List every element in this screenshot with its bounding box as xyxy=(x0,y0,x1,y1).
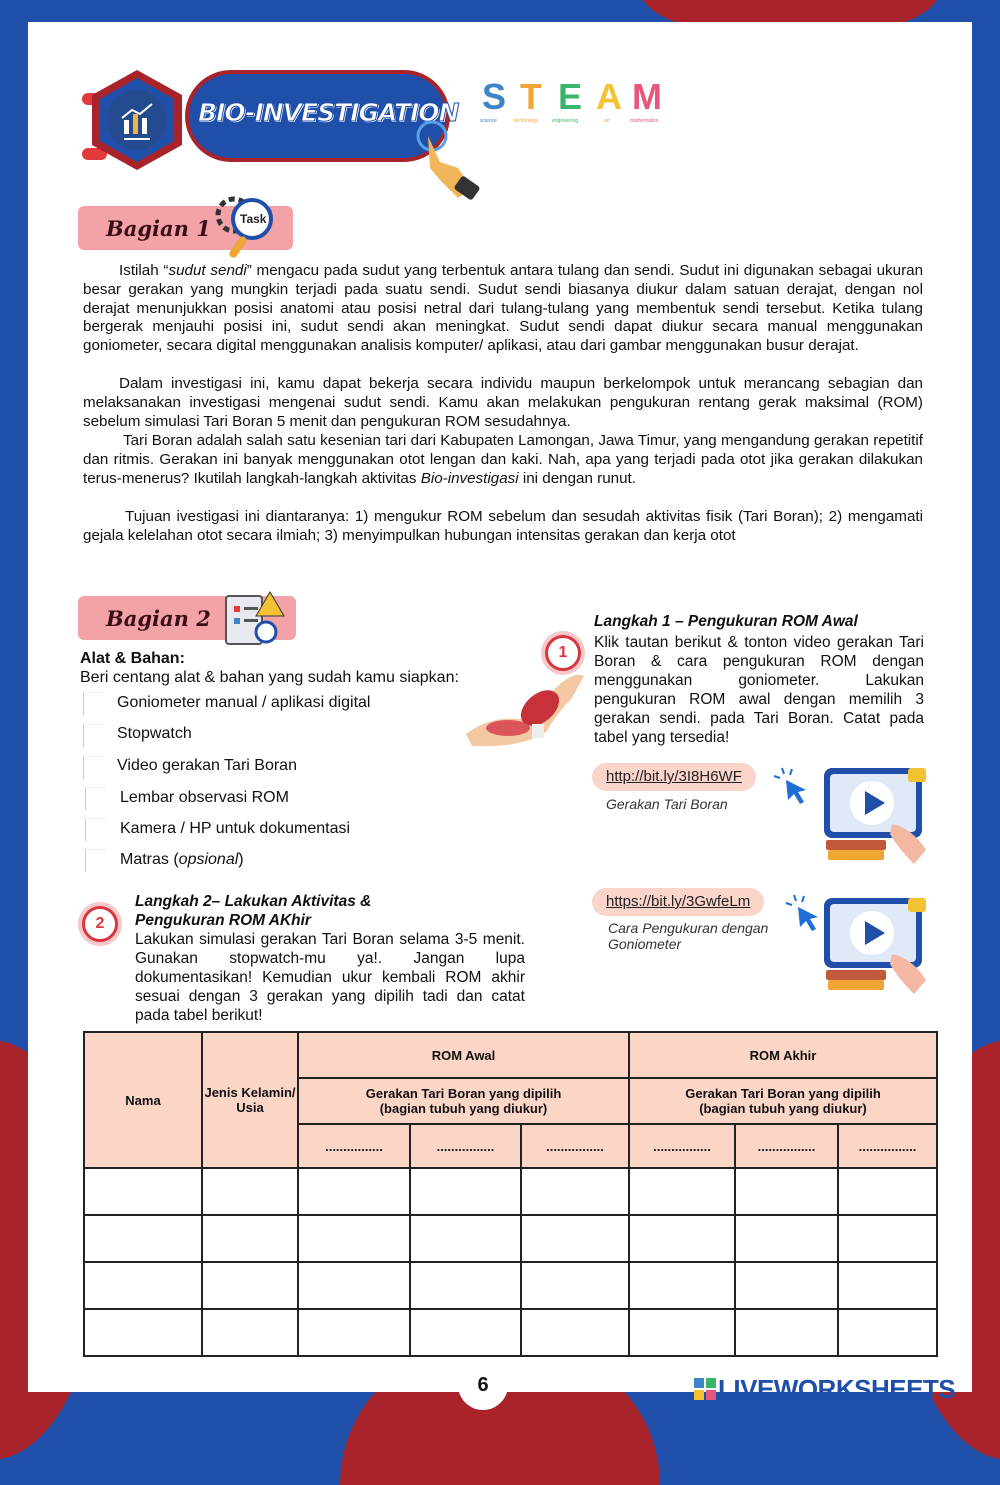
table-cell[interactable] xyxy=(735,1168,838,1215)
video-play-icon-2[interactable] xyxy=(822,894,934,1000)
table-cell[interactable] xyxy=(202,1215,298,1262)
header-rom-awal: ROM Awal xyxy=(298,1032,629,1078)
chart-badge-icon xyxy=(82,68,192,173)
gerakan-awal-1-input[interactable]: ................ xyxy=(298,1124,410,1168)
table-cell[interactable] xyxy=(84,1215,202,1262)
alat-bahan-instruction: Beri centang alat & bahan yang sudah kamu siapkan: xyxy=(80,669,459,686)
p1-text-italic: sudut sendi xyxy=(168,262,247,279)
steam-sub-art: art xyxy=(604,118,610,124)
table-cell[interactable] xyxy=(84,1262,202,1309)
item-goniometer: Goniometer manual / aplikasi digital xyxy=(117,694,371,711)
steam-letter-a: A xyxy=(596,76,622,117)
bagian-1-label: Bagian 1 xyxy=(106,215,211,241)
table-cell[interactable] xyxy=(410,1262,521,1309)
steam-letter-s: S xyxy=(482,76,507,117)
gerakan-akhir-2-input[interactable]: ................ xyxy=(735,1124,838,1168)
table-row xyxy=(84,1215,937,1262)
clipboard-warning-icon xyxy=(222,590,288,650)
table-row xyxy=(84,1262,937,1309)
step-1-badge: 1 xyxy=(545,635,581,671)
matras-text-a: Matras ( xyxy=(120,851,179,868)
task-label: Task xyxy=(240,212,267,226)
subheader-awal-line2: (bagian tubuh yang diukur) xyxy=(379,1101,548,1116)
langkah-2-title: Langkah 2– Lakukan Aktivitas & Pengukuran ROM AKhir xyxy=(135,893,372,929)
video-caption-tari-boran: Gerakan Tari Boran xyxy=(606,796,728,812)
table-cell[interactable] xyxy=(84,1309,202,1356)
table-cell[interactable] xyxy=(838,1262,937,1309)
p3-text-italic: Bio-investigasi xyxy=(420,469,519,487)
langkah-2-text: Lakukan simulasi gerakan Tari Boran selama 3-5 menit. Gunakan stopwatch-mu ya!. Jangan lupa dokumentasikan! Kemudian ukur kembali ROM akhir sesuai dengan 3 gerakan yang dipilih tadi dan catat pada tabel berikut! xyxy=(135,931,525,1024)
bagian-1-paragraph-1 xyxy=(83,262,923,356)
step-2-badge: 2 xyxy=(82,906,118,942)
video-play-icon-1[interactable] xyxy=(822,764,934,870)
table-cell[interactable] xyxy=(298,1215,410,1262)
checkbox-lembar-observasi[interactable] xyxy=(85,787,106,810)
gerakan-akhir-1-input[interactable]: ................ xyxy=(629,1124,735,1168)
header-rom-akhir: ROM Akhir xyxy=(629,1032,937,1078)
table-cell[interactable] xyxy=(521,1168,629,1215)
bagian-2-label: Bagian 2 xyxy=(106,605,211,631)
page-number: 6 xyxy=(458,1360,508,1410)
table-cell[interactable] xyxy=(298,1309,410,1356)
header-title: BIO-INVESTIGATION xyxy=(198,98,459,127)
steam-sub-science: science xyxy=(480,118,497,124)
checkbox-kamera[interactable] xyxy=(85,818,106,841)
subheader-awal-line1: Gerakan Tari Boran yang dipilih xyxy=(365,1086,562,1101)
video-caption-goniometer: Cara Pengukuran dengan Goniometer xyxy=(608,920,769,952)
checkbox-matras[interactable] xyxy=(85,849,106,872)
task-magnifier-icon xyxy=(212,193,284,265)
steam-sub-mathematics: mathematics xyxy=(630,118,659,124)
table-cell[interactable] xyxy=(410,1309,521,1356)
subheader-akhir-line2: (bagian tubuh yang diukur) xyxy=(699,1101,867,1116)
table-cell[interactable] xyxy=(410,1215,521,1262)
alat-bahan-title: Alat & Bahan: xyxy=(80,650,185,667)
steam-sub-engineering: engineering xyxy=(552,118,579,124)
subheader-rom-akhir xyxy=(629,1078,937,1124)
subheader-rom-awal xyxy=(298,1078,629,1124)
table-cell[interactable] xyxy=(735,1309,838,1356)
video-link-tari-boran[interactable]: http://bit.ly/3I8H6WF xyxy=(592,763,756,791)
checkbox-stopwatch[interactable] xyxy=(83,724,104,747)
p3-text-b: ini dengan runut. xyxy=(518,469,636,487)
item-video: Video gerakan Tari Boran xyxy=(117,757,297,774)
table-cell[interactable] xyxy=(298,1262,410,1309)
table-cell[interactable] xyxy=(202,1262,298,1309)
table-cell[interactable] xyxy=(410,1168,521,1215)
checkbox-goniometer[interactable] xyxy=(83,692,104,715)
table-cell[interactable] xyxy=(629,1215,735,1262)
bagian-1-paragraph-4: Tujuan ivestigasi ini diantaranya: 1) mengukur ROM sebelum dan sesudah aktivitas fisik (Tari Boran); 2) mengamati gejala kelelahan otot secara ilmiah; 3) menyimpulkan hubungan intensitas gerakan dan kerja otot xyxy=(83,508,923,544)
table-cell[interactable] xyxy=(838,1215,937,1262)
matras-text-b: ) xyxy=(238,851,244,868)
p1-text-a: Istilah “ xyxy=(119,262,169,279)
steam-letter-e: E xyxy=(558,76,583,117)
steam-sub-technology: technology xyxy=(514,118,539,124)
steam-letter-t: T xyxy=(520,76,542,117)
table-cell[interactable] xyxy=(735,1262,838,1309)
table-cell[interactable] xyxy=(838,1168,937,1215)
liveworksheets-logo-icon xyxy=(694,1378,716,1400)
steam-logo xyxy=(476,76,676,126)
table-cell[interactable] xyxy=(298,1168,410,1215)
table-row xyxy=(84,1168,937,1215)
table-cell[interactable] xyxy=(629,1168,735,1215)
table-cell[interactable] xyxy=(521,1215,629,1262)
table-cell[interactable] xyxy=(735,1215,838,1262)
langkah-1-text: Klik tautan berikut & tonton video gerakan Tari Boran & cara pengukuran ROM dengan menggunakan goniometer. Lakukan pengukuran ROM awal dengan memilih 3 gerakan sendi. pada Tari Boran. Catat pada tabel yang tersedia! xyxy=(594,634,924,746)
video-link-goniometer[interactable]: https://bit.ly/3GwfeLm xyxy=(592,888,764,916)
rom-table xyxy=(83,1031,938,1357)
item-stopwatch: Stopwatch xyxy=(117,725,192,742)
steam-letter-m: M xyxy=(632,76,662,117)
click-hand-icon xyxy=(410,118,490,200)
table-cell[interactable] xyxy=(629,1262,735,1309)
langkah-1-title: Langkah 1 – Pengukuran ROM Awal xyxy=(594,613,858,630)
cursor-click-icon xyxy=(772,766,810,806)
gerakan-awal-3-input[interactable]: ................ xyxy=(521,1124,629,1168)
subheader-akhir-line1: Gerakan Tari Boran yang dipilih xyxy=(685,1086,881,1101)
table-cell[interactable] xyxy=(521,1262,629,1309)
checkbox-video[interactable] xyxy=(83,756,104,779)
liveworksheets-brand: LIVEWORKSHEETS xyxy=(718,1373,956,1404)
header-jenis-kelamin-usia: Jenis Kelamin/ Usia xyxy=(202,1032,298,1168)
gerakan-awal-2-input[interactable]: ................ xyxy=(410,1124,521,1168)
matras-text-italic: opsional xyxy=(178,851,239,868)
table-cell[interactable] xyxy=(202,1168,298,1215)
bagian-1-paragraph-2: Dalam investigasi ini, kamu dapat bekerja secara individu maupun berkelompok untuk merancang sebagian dan melaksanakan investigasi mengenai sudut sendi. Kamu akan melakukan pengukuran rentang gerak maksimal (ROM) sebelum simulasi Tari Boran 5 menit dan pengukuran ROM sesudahnya. xyxy=(83,375,923,430)
liveworksheets-logo xyxy=(694,1374,955,1404)
table-cell[interactable] xyxy=(629,1309,735,1356)
bagian-1-paragraph-3 xyxy=(83,432,923,488)
table-row xyxy=(84,1309,937,1356)
item-matras xyxy=(120,851,244,869)
table-cell[interactable] xyxy=(84,1168,202,1215)
p3-text-a: Tari Boran adalah salah satu kesenian tari dari Kabupaten Lamongan, Jawa Timur, yang mengandung gerakan repetitif dan ritmis. Gerakan ini banyak menggunakan otot lengan dan kaki. Nah, apa yang terjadi pada otot jika gerakan dilakukan terus-menerus? Ikutilah langkah-langkah aktivitas xyxy=(83,432,923,487)
gerakan-akhir-3-input[interactable]: ................ xyxy=(838,1124,937,1168)
item-lembar-observasi: Lembar observasi ROM xyxy=(120,789,289,806)
table-cell[interactable] xyxy=(521,1309,629,1356)
arm-muscle-illustration xyxy=(462,662,592,750)
p1-text-b: ” mengacu pada sudut yang terbentuk antara tulang dan sendi. Sudut ini digunakan sebagai ukuran besar gerakan yang mungkin terjadi pada suatu sendi. Sudut sendi biasanya diukur dalam satuan derajat, dengan nol derajat menunjukkan posisi anatomi atau posisi netral dari tulang-tulang yang membentuk sendi tersebut. Ketika tulang bergerak menjauhi posisi ini, sudut sendi akan meningkat. Sudut sendi dapat diukur secara manual menggunakan goniometer, secara digital menggunakan analisis komputer/ aplikasi, atau dari gambar menggunakan busur derajat. xyxy=(83,262,924,355)
table-cell[interactable] xyxy=(838,1309,937,1356)
header-nama: Nama xyxy=(84,1032,202,1168)
item-kamera: Kamera / HP untuk dokumentasi xyxy=(120,820,351,837)
table-cell[interactable] xyxy=(202,1309,298,1356)
